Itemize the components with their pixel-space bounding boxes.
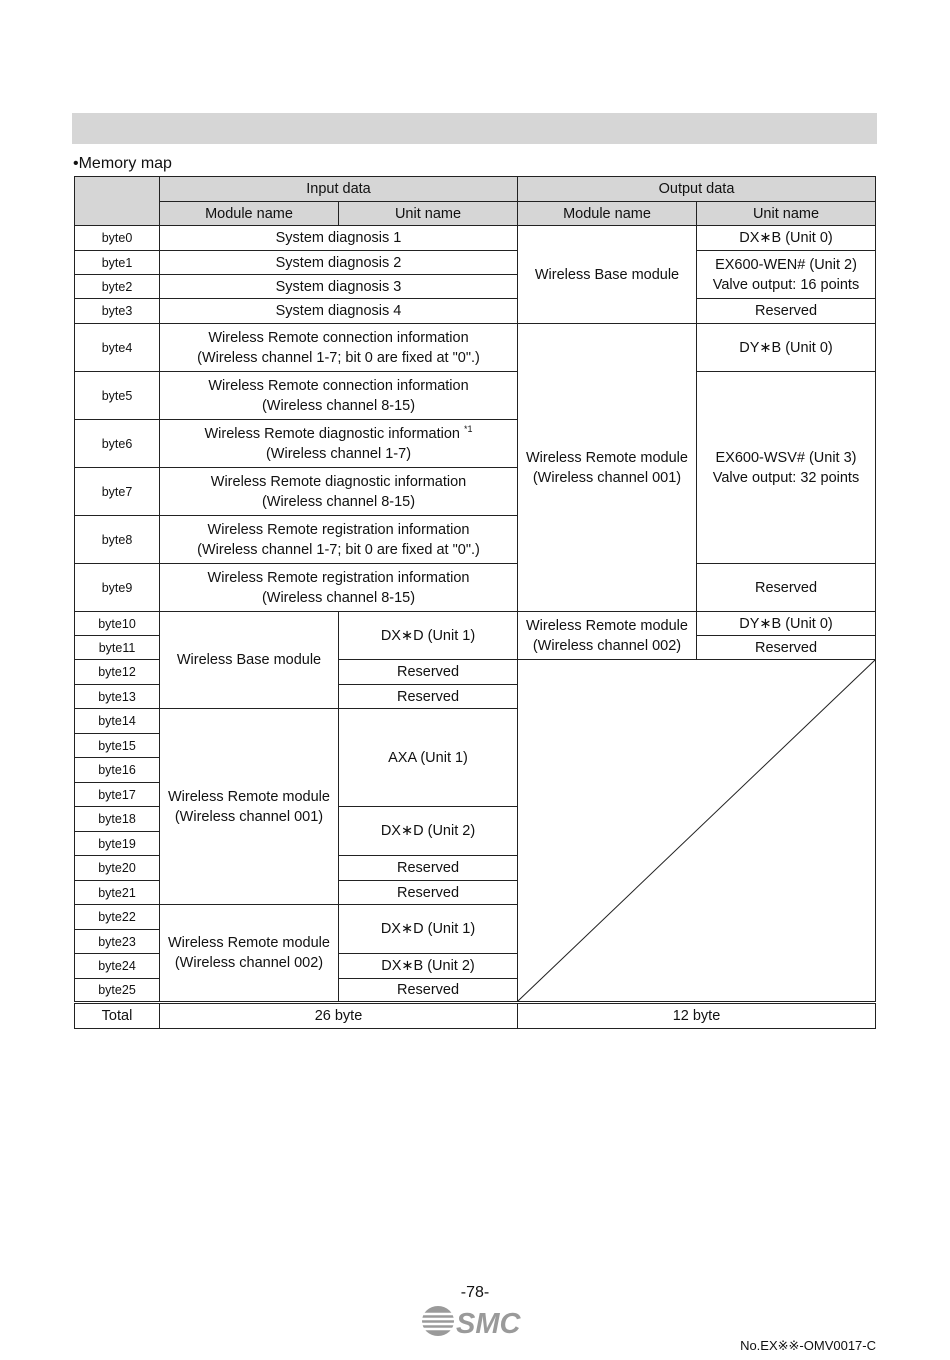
logo-text: SMC — [456, 1308, 521, 1338]
document-number: No.EX※※-OMV0017-C — [740, 1338, 876, 1353]
output-unit-cell: Reserved — [697, 636, 876, 660]
input-data-line: (Wireless channel 1-7) — [265, 445, 412, 462]
byte-label: byte13 — [75, 685, 160, 709]
byte-label: byte21 — [75, 881, 160, 905]
input-data-line: Wireless Remote connection information — [208, 329, 469, 346]
input-data-cell — [160, 420, 518, 468]
output-module-line: (Wireless channel 001) — [532, 469, 682, 486]
byte-label: byte23 — [75, 930, 160, 954]
byte-label: byte7 — [75, 468, 160, 516]
byte-label: byte15 — [75, 734, 160, 758]
byte-label: byte16 — [75, 758, 160, 783]
input-module-line: (Wireless channel 001) — [174, 808, 324, 825]
output-module-name-header: Module name — [518, 202, 697, 226]
memory-map-heading: •Memory map — [73, 155, 172, 172]
output-unit-name-header: Unit name — [697, 202, 876, 226]
byte-label: byte4 — [75, 324, 160, 372]
byte-label: byte11 — [75, 636, 160, 660]
input-data-line: Wireless Remote registration information — [207, 521, 470, 538]
total-row — [75, 1003, 876, 1029]
output-unit-cell: Reserved — [697, 564, 876, 612]
input-data-cell: System diagnosis 2 — [160, 251, 518, 275]
output-module-cell — [518, 612, 697, 660]
total-input: 26 byte — [160, 1003, 518, 1029]
input-data-line: (Wireless channel 1-7; bit 0 are fixed at "0".) — [197, 541, 480, 558]
input-data-header: Input data — [160, 177, 518, 202]
output-unit-line: Valve output: 16 points — [712, 276, 860, 293]
table-row — [75, 612, 876, 636]
output-unit-line: EX600-WSV# (Unit 3) — [715, 449, 857, 466]
input-module-cell — [160, 905, 339, 1003]
output-module-line: Wireless Remote module — [526, 617, 688, 634]
output-unit-cell: Reserved — [697, 299, 876, 324]
output-unit-cell — [697, 372, 876, 564]
input-unit-cell: Reserved — [339, 660, 518, 685]
page-number: -78- — [460, 1284, 490, 1301]
input-data-cell — [160, 372, 518, 420]
input-module-line: (Wireless channel 002) — [174, 955, 324, 971]
input-unit-cell: DX∗B (Unit 2) — [339, 954, 518, 979]
byte-label: byte14 — [75, 709, 160, 734]
byte-label: byte19 — [75, 832, 160, 856]
input-module-name-header: Module name — [160, 202, 339, 226]
input-data-cell — [160, 516, 518, 564]
table-row — [75, 226, 876, 251]
input-data-cell — [160, 564, 518, 612]
total-output: 12 byte — [518, 1003, 876, 1029]
byte-label: byte6 — [75, 420, 160, 468]
output-unit-cell — [697, 251, 876, 299]
table-row — [75, 564, 876, 612]
output-module-line: (Wireless channel 002) — [532, 637, 682, 654]
byte-label: byte12 — [75, 660, 160, 685]
empty-output-area — [518, 660, 876, 1003]
byte-label: byte24 — [75, 954, 160, 979]
input-data-line: Wireless Remote registration information — [207, 569, 470, 586]
output-module-cell — [518, 324, 697, 612]
byte-label: byte18 — [75, 807, 160, 832]
smc-logo — [421, 1304, 529, 1338]
input-data-text: Wireless Remote diagnostic information — [204, 425, 460, 442]
input-unit-cell: DX∗D (Unit 1) — [339, 612, 518, 660]
output-unit-cell: DX∗B (Unit 0) — [697, 226, 876, 251]
diagonal-slash — [518, 660, 875, 1001]
input-module-line: Wireless Remote module — [168, 935, 330, 951]
output-module-line: Wireless Remote module — [526, 449, 688, 466]
input-data-cell — [160, 324, 518, 372]
input-data-cell: System diagnosis 3 — [160, 275, 518, 299]
byte-label: byte0 — [75, 226, 160, 251]
input-unit-cell: Reserved — [339, 685, 518, 709]
input-unit-cell: DX∗D (Unit 2) — [339, 807, 518, 856]
table-row — [75, 324, 876, 372]
byte-label: byte5 — [75, 372, 160, 420]
byte-label: byte10 — [75, 612, 160, 636]
input-unit-cell: Reserved — [339, 881, 518, 905]
table-row — [75, 299, 876, 324]
output-module-cell: Wireless Base module — [518, 226, 697, 324]
output-unit-line: EX600-WEN# (Unit 2) — [715, 256, 857, 273]
input-unit-cell: AXA (Unit 1) — [339, 709, 518, 807]
byte-label: byte20 — [75, 856, 160, 881]
header-row-1 — [75, 177, 876, 202]
memory-map-table — [74, 176, 876, 1029]
output-unit-line: Valve output: 32 points — [712, 469, 860, 486]
output-data-header: Output data — [518, 177, 876, 202]
byte-label: byte25 — [75, 979, 160, 1003]
input-data-line: Wireless Remote connection information — [208, 377, 469, 394]
byte-label: byte2 — [75, 275, 160, 299]
byte-label: byte8 — [75, 516, 160, 564]
byte-label: byte9 — [75, 564, 160, 612]
input-data-line: (Wireless channel 8-15) — [261, 397, 416, 414]
byte-label: byte3 — [75, 299, 160, 324]
corner-cell — [75, 177, 160, 226]
byte-label: byte1 — [75, 251, 160, 275]
input-module-cell: Wireless Base module — [160, 612, 339, 709]
output-unit-cell: DY∗B (Unit 0) — [697, 324, 876, 372]
section-banner — [72, 113, 877, 144]
input-data-line: (Wireless channel 8-15) — [261, 589, 416, 606]
input-data-cell — [160, 468, 518, 516]
byte-label: byte22 — [75, 905, 160, 930]
input-data-line — [162, 424, 515, 444]
input-data-line: (Wireless channel 8-15) — [261, 493, 416, 510]
byte-label: byte17 — [75, 783, 160, 807]
input-unit-cell: DX∗D (Unit 1) — [339, 905, 518, 954]
header-row-2 — [75, 202, 876, 226]
input-data-line: (Wireless channel 1-7; bit 0 are fixed at "0".) — [197, 349, 480, 366]
table-row — [75, 372, 876, 420]
input-unit-cell: Reserved — [339, 856, 518, 881]
input-data-line: Wireless Remote diagnostic information — [210, 473, 467, 490]
footnote-marker: *1 — [463, 423, 473, 434]
total-label: Total — [75, 1003, 160, 1029]
input-data-cell: System diagnosis 4 — [160, 299, 518, 324]
input-data-cell: System diagnosis 1 — [160, 226, 518, 251]
input-unit-name-header: Unit name — [339, 202, 518, 226]
input-module-cell — [160, 709, 339, 905]
table-row — [75, 251, 876, 275]
output-unit-cell: DY∗B (Unit 0) — [697, 612, 876, 636]
input-module-line: Wireless Remote module — [168, 788, 330, 805]
input-unit-cell: Reserved — [339, 979, 518, 1003]
